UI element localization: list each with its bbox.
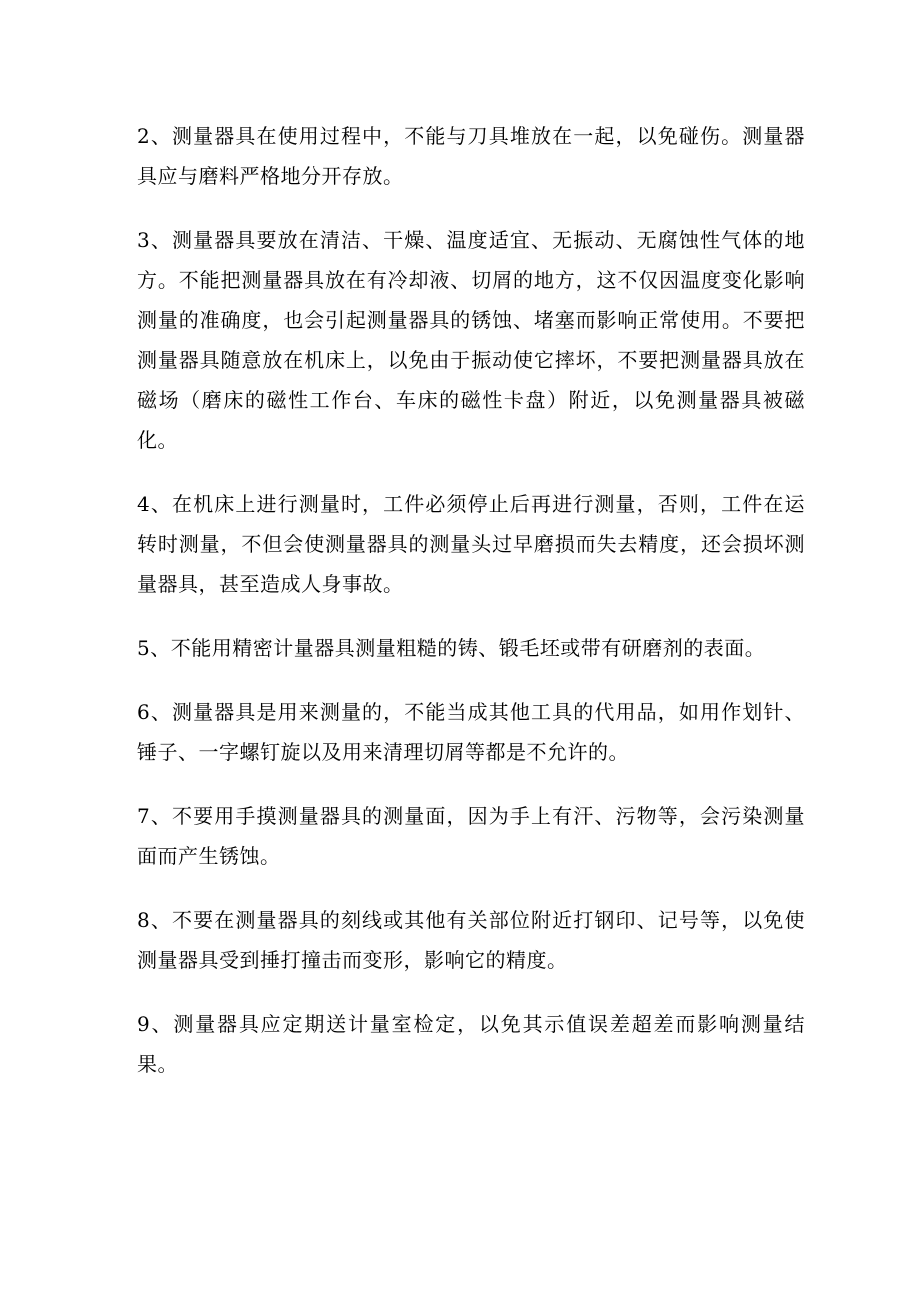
paragraph-4: 4、在机床上进行测量时，工件必须停止后再进行测量，否则，工件在运转时测量，不但会使测量器具的测量头过早磨损而失去精度，还会损坏测量器具，甚至造成人身事故。 (137, 492, 805, 596)
paragraph-5: 5、不能用精密计量器具测量粗糙的铸、锻毛坯或带有研磨剂的表面。 (137, 636, 766, 660)
paragraph-9: 9、测量器具应定期送计量室检定，以免其示值误差超差而影响测量结果。 (137, 1012, 805, 1076)
document-body (137, 116, 805, 1084)
paragraph-3: 3、测量器具要放在清洁、干燥、温度适宜、无振动、无腐蚀性气体的地方。不能把测量器具放在有冷却液、切屑的地方，这不仅因温度变化影响测量的准确度，也会引起测量器具的锈蚀、堵塞而影响正常使用。不要把测量器具随意放在机床上，以免由于振动使它摔坏，不要把测量器具放在磁场（磨床的磁性工作台、车床的磁性卡盘）附近，以免测量器具被磁化。 (137, 228, 805, 452)
paragraph-2: 2、测量器具在使用过程中，不能与刀具堆放在一起，以免碰伤。测量器具应与磨料严格地分开存放。 (137, 124, 805, 188)
paragraph-8: 8、不要在测量器具的刻线或其他有关部位附近打钢印、记号等，以免使测量器具受到捶打撞击而变形，影响它的精度。 (137, 908, 805, 972)
paragraph-6: 6、测量器具是用来测量的，不能当成其他工具的代用品，如用作划针、锤子、一字螺钉旋以及用来清理切屑等都是不允许的。 (137, 700, 805, 764)
paragraph-7: 7、不要用手摸测量器具的测量面，因为手上有汗、污物等，会污染测量面而产生锈蚀。 (137, 804, 805, 868)
